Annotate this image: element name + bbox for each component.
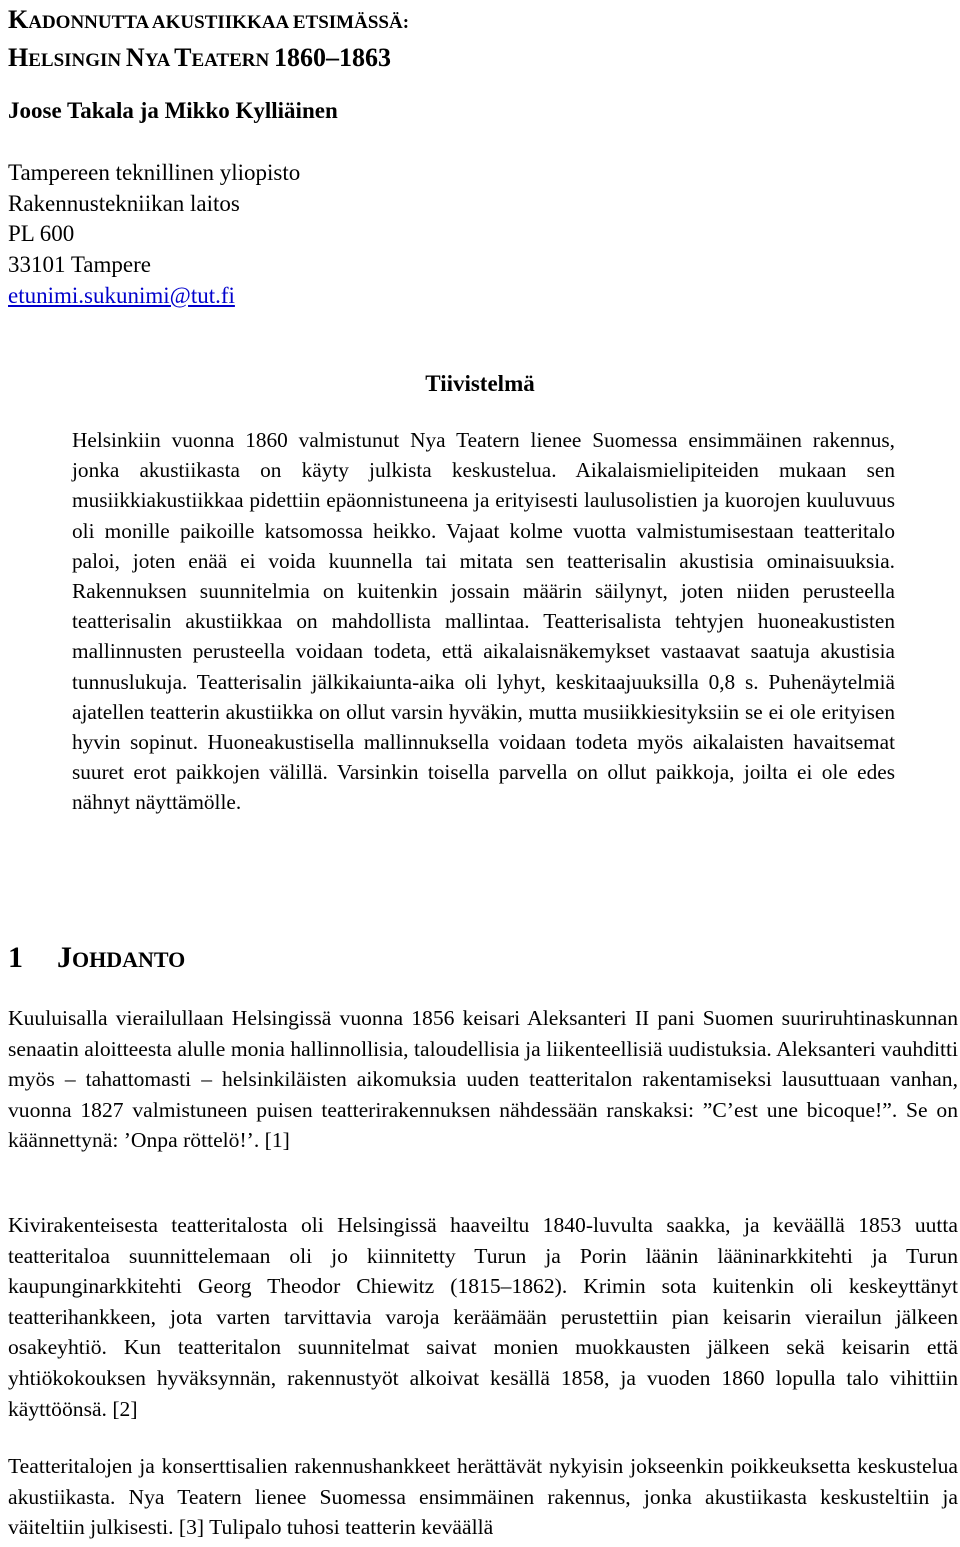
paper-authors: Joose Takala ja Mikko Kylliäinen — [8, 98, 338, 123]
affiliation-university: Tampereen teknillinen yliopisto — [8, 160, 301, 185]
section-heading-1: 1 JOHDANTO — [8, 941, 186, 974]
paper-title — [8, 2, 908, 78]
body-paragraph-2: Kivirakenteisesta teatteritalosta oli Helsingissä haaveiltu 1840-luvulta saakka, ja keväällä 1853 uutta teatteritaloa suunnittelemaan oli jo kiinnitetty Turun ja Porin läänin lääninarkkitehti ja Turun kaupunginarkkitehti Georg Theodor Chiewitz (1815–1862). Krimin sota kuitenkin oli keskeyttänyt teatterihankkeen, jota varten tarvittavia varoja keräämään perustettiin pian keisarin vierailun jälkeen osakeyhtiö. Kun teatteritalon suunnitelmat saivat monien muokkausten jälkeen sekä keisarin että yhtiökokouksen hyväksynnän, rakennustyöt alkoivat kesällä 1858, ja vuoden 1860 lopulla talo vihittiin käyttöönsä. [2] — [8, 1213, 958, 1421]
body-paragraph-1: Kuuluisalla vierailullaan Helsingissä vuonna 1856 keisari Aleksanteri II pani Suomen suuriruhtinaskunnan senaatin aloitteesta alulle monia hallinnollisia, taloudellisia ja liikenteellisiä uudistuksia. Aleksanteri vauhditti myös – tahattomasti – helsinkiläisten aikomuksia uuden teatteritalon rakentamiseksi lausuttuaan vanhan, vuonna 1827 valmistuneen puisen teatterirakennuksen nähdessään ranskaksi: ”C’est une bicoque!”. Se on käännettynä: ’Onpa röttelö!’. [1] — [8, 1006, 958, 1153]
abstract-heading: Tiivistelmä — [425, 371, 535, 396]
title-line-2: HELSINGIN NYA TEATERN 1860–1863 — [8, 43, 391, 72]
affiliation-po-box: PL 600 — [8, 221, 75, 247]
abstract-text: Helsinkiin vuonna 1860 valmistunut Nya Teatern lienee Suomessa ensimmäinen rakennus, jonka akustiikasta on käyty julkista keskustelua. Aikalaismielipiteiden mukaan sen musiikkiakustiikkaa pidettiin epäonnistuneena ja erityisesti laulusolistien ja kuorojen kuuluvuus oli monille paikoille katsomossa heikko. Vajaat kolme vuotta valmistumisestaan teatteritalo paloi, joten enää ei voida kuunnella tai mitata sen teatterisalin akustisia ominaisuuksia. Rakennuksen suunnitelmia on kuitenkin jossain määrin säilynyt, joten niiden perusteella teatterisalin akustiikkaa on mahdollista mallintaa. Teatterisalista tehtyjen huoneakustisten mallinnusten perusteella voidaan todeta, että aikalaisnäkemykset vastaavat saatuja akustisia tunnuslukuja. Teatterisalin jälkikaiunta-aika oli lyhyt, keskitaajuuksilla 0,8 s. Puhenäytelmiä ajatellen teatterin akustiikka on ollut varsin hyväkin, mutta musiikkiesityksiin se ei ole erityisen hyvin sopinut. Huoneakustisella mallinnuksella voidaan todeta myös aikalaisten havaitsemat suuret erot paikkojen välillä. Varsinkin toisella parvella on ollut paikkoja, joilta ei ole edes nähnyt näyttämölle. — [72, 428, 895, 815]
email-link[interactable]: etunimi.sukunimi@tut.fi — [8, 282, 235, 308]
section-number: 1 — [8, 941, 23, 974]
title-line-1: KADONNUTTA AKUSTIIKKAA ETSIMÄSSÄ: — [8, 5, 410, 34]
affiliation-department: Rakennustekniikan laitos — [8, 190, 240, 216]
affiliation-city: 33101 Tampere — [8, 252, 151, 278]
body-paragraph-3: Teatteritalojen ja konserttisalien rakennushankkeet herättävät nykyisin jokseenkin poikkeuksetta keskustelua akustiikasta. Nya Teatern lienee Suomessa ensimmäinen rakennus, jonka akustiikasta keskusteltiin ja väiteltiin julkisesti. [3] Tulipalo tuhosi teatterin keväällä — [8, 1454, 958, 1540]
affiliation-block — [8, 158, 300, 312]
